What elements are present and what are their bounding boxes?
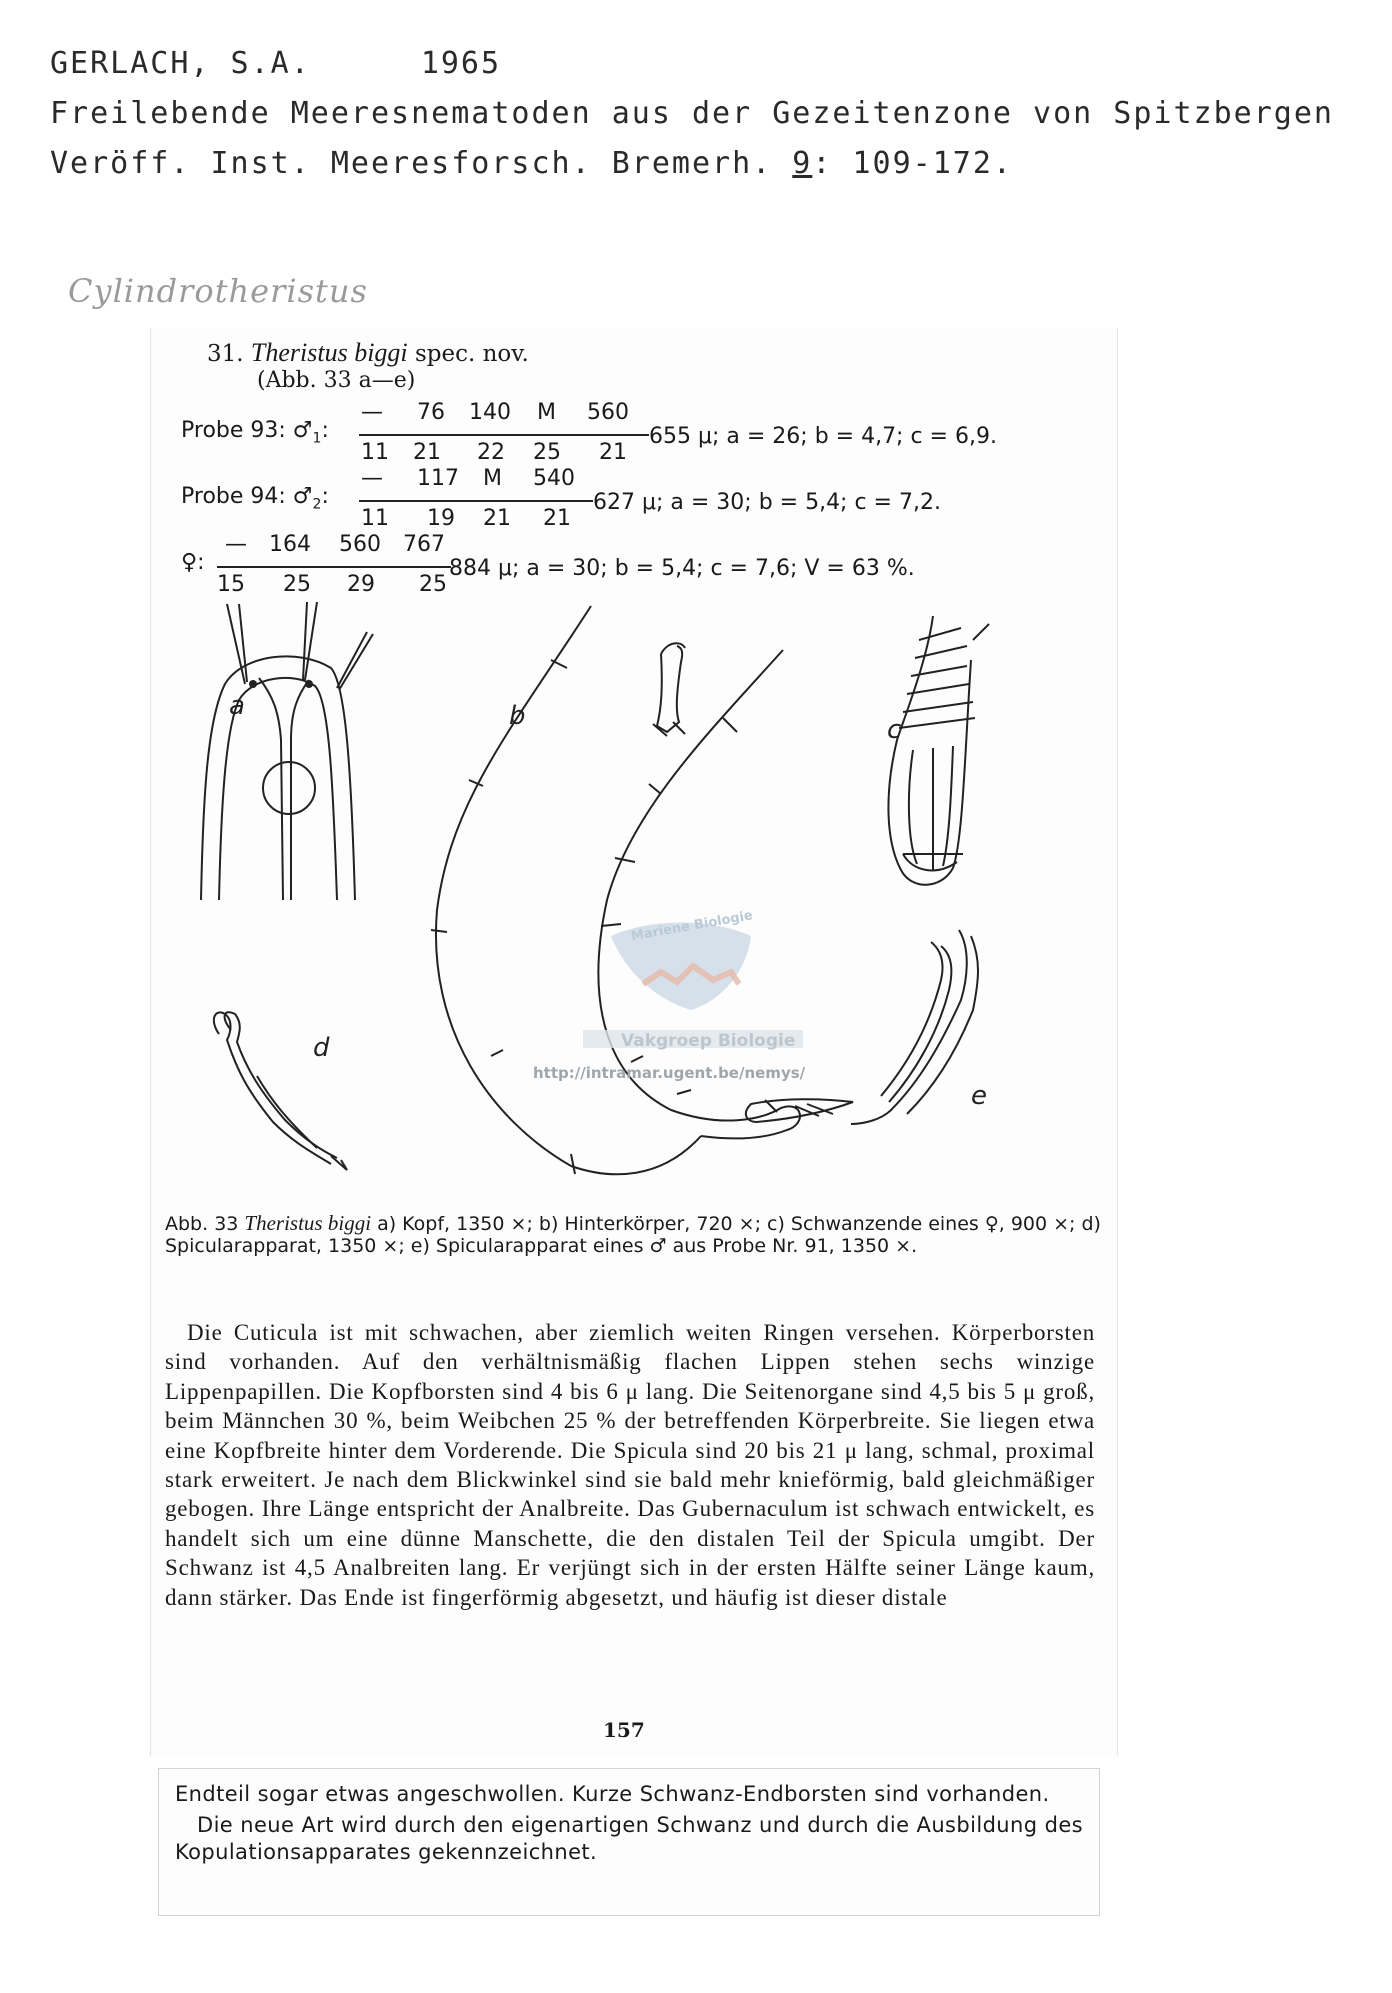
formula-result: 655 μ; a = 26; b = 4,7; c = 6,9. <box>649 424 997 449</box>
numerator: M <box>483 466 502 491</box>
formula-result: 884 μ; a = 30; b = 5,4; c = 7,6; V = 63 %. <box>449 556 915 581</box>
denominator: 19 <box>427 506 455 531</box>
slip-paragraph-2: Die neue Art wird durch den eigenartigen Schwanz und durch die Ausbildung des Kopulationsapparates gekennzeichnet. <box>175 1813 1083 1864</box>
species-designation: spec. nov. <box>414 341 529 367</box>
numerator: 140 <box>469 400 511 425</box>
reference-line-3 <box>50 146 1013 181</box>
denominator: 29 <box>347 572 375 597</box>
fraction-line <box>359 434 649 436</box>
handwritten-genus-note: Cylindrotheristus <box>68 272 368 310</box>
reference-line-1 <box>50 46 501 81</box>
numerator: 540 <box>533 466 575 491</box>
figure-33 <box>191 600 1091 1210</box>
page-number: 157 <box>603 1718 645 1742</box>
watermark-line-1: Mariene Biologie <box>630 908 754 945</box>
reference-pages: : 109-172. <box>812 146 1013 181</box>
fraction-line <box>217 566 451 568</box>
reference-journal: Veröff. Inst. Meeresforsch. Bremerh. <box>50 146 773 181</box>
numerator: 76 <box>417 400 445 425</box>
denominator: 11 <box>361 506 389 531</box>
amphid-dot <box>249 680 257 688</box>
reference-year: 1965 <box>420 46 502 81</box>
figure-e-spicule-drawing <box>746 930 978 1124</box>
formula-label: Probe 93: $♂_1$: <box>181 418 329 447</box>
figure-label-b: b <box>509 701 526 731</box>
description-body: Die Cuticula ist mit schwachen, aber ziemlich weiten Ringen versehen. Körperborsten sind vorhanden. Auf den verhältnismäßig flachen Lippen stehen sechs winzige Lippenpapillen. Die Kopfborsten sind 4 bis 6 μ lang. Die Seitenorgane sind 4,5 bis 5 μ groß, beim Männchen 30 %, beim Weibchen 25 % der betreffenden Körperbreite. Sie liegen etwa eine Kopfbreite hinter dem Vorderende. Die Spicula sind 20 bis 21 μ lang, schmal, proximal stark erweitert. Je nach dem Blickwinkel sind sie bald mehr knieförmig, bald gleichmäßiger gebogen. Ihre Länge entspricht der Analbreite. Das Gubernaculum ist schwach entwickelt, es handelt sich um eine dünne Manschette, die den distalen Teil der Spicula umgibt. Der Schwanz ist 4,5 Analbreiten lang. Er verjüngt sich in der ersten Hälfte seiner Länge kaum, dann stärker. Das Ende ist fingerförmig abgesetzt, und häufig ist dieser distale <box>165 1320 1095 1610</box>
figure-caption <box>165 1212 1105 1257</box>
amphid-dot <box>305 680 313 688</box>
formula-label: Probe 94: $♂_2$: <box>181 484 329 513</box>
denominator: 25 <box>419 572 447 597</box>
denominator: 25 <box>283 572 311 597</box>
reference-title: Freilebende Meeresnematoden aus der Gezeitenzone von Spitzbergen <box>50 96 1334 131</box>
slip-paragraph-1: Endteil sogar etwas angeschwollen. Kurze Schwanz-Endborsten sind vorhanden. <box>175 1782 1050 1806</box>
numerator: 767 <box>403 532 445 557</box>
watermark-url: http://intramar.ugent.be/nemys/ <box>533 1064 806 1082</box>
reference-author: GERLACH, S.A. <box>50 46 311 81</box>
figure-b-posterior-drawing <box>431 606 800 1174</box>
species-name: Theristus biggi <box>250 338 408 367</box>
denominator: 15 <box>217 572 245 597</box>
continuation-slip <box>158 1768 1100 1916</box>
scanned-page <box>150 328 1118 1756</box>
denominator: 11 <box>361 440 389 465</box>
numerator: 560 <box>339 532 381 557</box>
figure-label-d: d <box>313 1033 330 1063</box>
reference-volume: 9 <box>792 146 813 181</box>
numerator: — <box>361 400 383 425</box>
fraction-line <box>359 500 593 502</box>
numerator: 117 <box>417 466 459 491</box>
watermark-logo <box>583 923 803 1049</box>
species-figure-ref: (Abb. 33 a—e) <box>257 368 416 393</box>
figure-a-head-drawing <box>201 602 373 900</box>
caption-species: Theristus biggi <box>244 1211 372 1235</box>
denominator: 22 <box>477 440 505 465</box>
denominator: 21 <box>599 440 627 465</box>
denominator: 21 <box>543 506 571 531</box>
numerator: 560 <box>587 400 629 425</box>
numerator: 164 <box>269 532 311 557</box>
denominator: 25 <box>533 440 561 465</box>
numerator: — <box>361 466 383 491</box>
numerator: — <box>225 532 247 557</box>
caption-lead: Abb. 33 <box>165 1213 239 1235</box>
figure-label-c: c <box>887 715 902 745</box>
species-heading <box>207 338 529 368</box>
figure-label-a: a <box>229 691 245 721</box>
formula-label: ♀: <box>181 550 205 575</box>
watermark-line-2: Vakgroep Biologie <box>621 1031 796 1051</box>
denominator: 21 <box>483 506 511 531</box>
figure-label-e: e <box>971 1081 987 1111</box>
numerator: M <box>537 400 556 425</box>
formula-result: 627 μ; a = 30; b = 5,4; c = 7,2. <box>593 490 941 515</box>
denominator: 21 <box>413 440 441 465</box>
figure-c-tail-drawing <box>888 616 989 885</box>
caption-text: a) Kopf, 1350 ×; b) Hinterkörper, 720 ×; c) Schwanzende eines ♀, 900 ×; d) Spicularapparat, 1350 ×; e) Spicularapparat eines ♂ aus Probe Nr. 91, 1350 ×. <box>165 1213 1101 1257</box>
species-number: 31. <box>207 341 244 367</box>
